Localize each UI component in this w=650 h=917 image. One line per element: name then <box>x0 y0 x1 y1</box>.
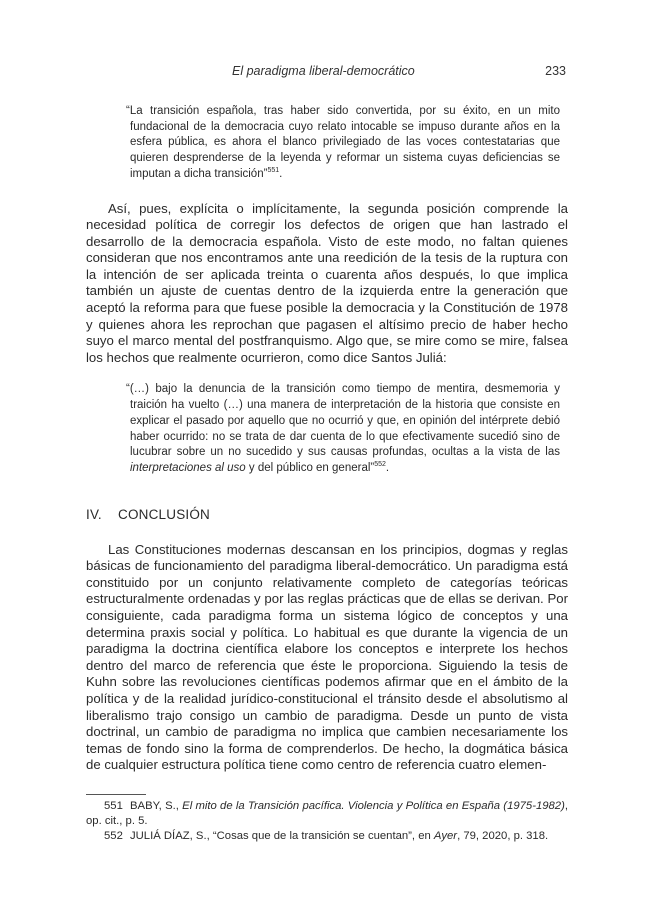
section-title: CONCLUSIÓN <box>118 506 211 522</box>
footnote-rest: , 79, 2020, p. 318. <box>457 830 549 843</box>
quote-1-end: . <box>279 167 283 180</box>
body-paragraph-1: Así, pues, explícita o implícitamente, la segunda posición comprende la necesidad política de corregir los defectos de origen que han lastrado el desarrollo de la democracia española. Visto de este modo, no faltan quienes consideran que nos encontramos ante una reedición de la tesis de la ruptura con la intención de ser aplicada treinta o cuarenta años después, lo que implica también un ajuste de cuentas dentro de la izquierda entre la generación que aceptó la reforma para que fuese posible la democracia y la Constitución de 1978 y quienes ahora les reprochan que pagasen el altísimo precio de haber hecho suyo el marco mental del postfranquismo. Algo que, se mire como se mire, falsea los hechos que realmente ocurrieron, como dice Santos Juliá: <box>86 200 568 365</box>
quote-2-text: “(…) bajo la denuncia de la transición como tiempo de mentira, desmemoria y traición ha vuelto (…) una manera de interpretación de la historia que consiste en explicar el pasado por aquello que no ocurrió y que, en opinión del intérprete debió haber ocurrido: no se trata de dar cuenta de lo que efectivamente sucedió sino de lucubrar sobre un no sucedido y sus causas profundas, ocultas a la vista de las <box>126 383 560 459</box>
quote-1-text: “La transición española, tras haber sido convertida, por su éxito, en un mito fundacional de la democracia cuyo relato intocable se impuso durante años en la esfera pública, es ahora el blanco privilegiado de las voces contestatarias que quieren desprenderse de la leyenda y reformar un sistema cuyas deficiencias se imputan a dicha transición” <box>126 105 560 180</box>
footnote-551 <box>86 799 568 829</box>
quote-2-text-after: y del público en general” <box>245 461 375 474</box>
footnote-title: Ayer <box>433 830 458 843</box>
footnote-552 <box>86 829 568 844</box>
footnote-number: 551 <box>104 799 123 812</box>
quote-2-end: . <box>385 461 390 474</box>
block-quote-2 <box>126 382 560 476</box>
main-content <box>86 104 568 845</box>
section-number: IV. <box>86 506 102 522</box>
footnote-author: BABY, S., <box>130 799 183 812</box>
footnote-title: El mito de la Transición pacífica. Violencia y Política en España (1975-1982) <box>182 799 565 812</box>
footnote-ref-552: 552 <box>374 461 386 469</box>
footnote-number: 552 <box>104 830 123 843</box>
block-quote-1 <box>126 104 560 183</box>
page-number: 233 <box>545 64 566 78</box>
body-paragraph-2: Las Constituciones modernas descansan en los principios, dogmas y reglas básicas de funcionamiento del paradigma liberal-democrático. Un paradigma está constituido por un conjunto relativamente completo de categorías teóricas estructuralmente ordenadas y por las reglas prácticas que de ellas se derivan. Por consiguiente, cada paradigma forma un sistema lógico de conceptos y una determina praxis social y política. Lo habitual es que durante la vigencia de un paradigma la doctrina científica elabore los conceptos e interprete los hechos dentro del marco de referencia que éste le proporciona. Siguiendo la tesis de Kuhn sobre las revoluciones científicas podemos afirmar que en el ámbito de la política y de la realidad jurídico-constitucional el tránsito desde el absolutismo al liberalismo trajo consigo un cambio de paradigma. Desde un punto de vista doctrinal, un cambio de paradigma no implica que cambien necesariamente los temas de fondo sino la forma de comprenderlos. De hecho, la dogmática básica de cualquier estructura política tiene como centro de referencia cuatro elemen- <box>86 541 568 773</box>
footnote-divider <box>86 794 146 795</box>
running-title: El paradigma liberal-democrático <box>232 64 415 78</box>
section-heading <box>86 507 568 522</box>
footnote-author: JULIÁ DÍAZ, S., “Cosas que de la transición se cuentan”, en <box>130 830 434 843</box>
footnote-rest: , op. cit., p. 5. <box>86 799 568 828</box>
running-header <box>86 64 566 82</box>
quote-2-italic: interpretaciones al uso <box>130 461 246 474</box>
footnote-ref-551: 551 <box>267 166 280 174</box>
